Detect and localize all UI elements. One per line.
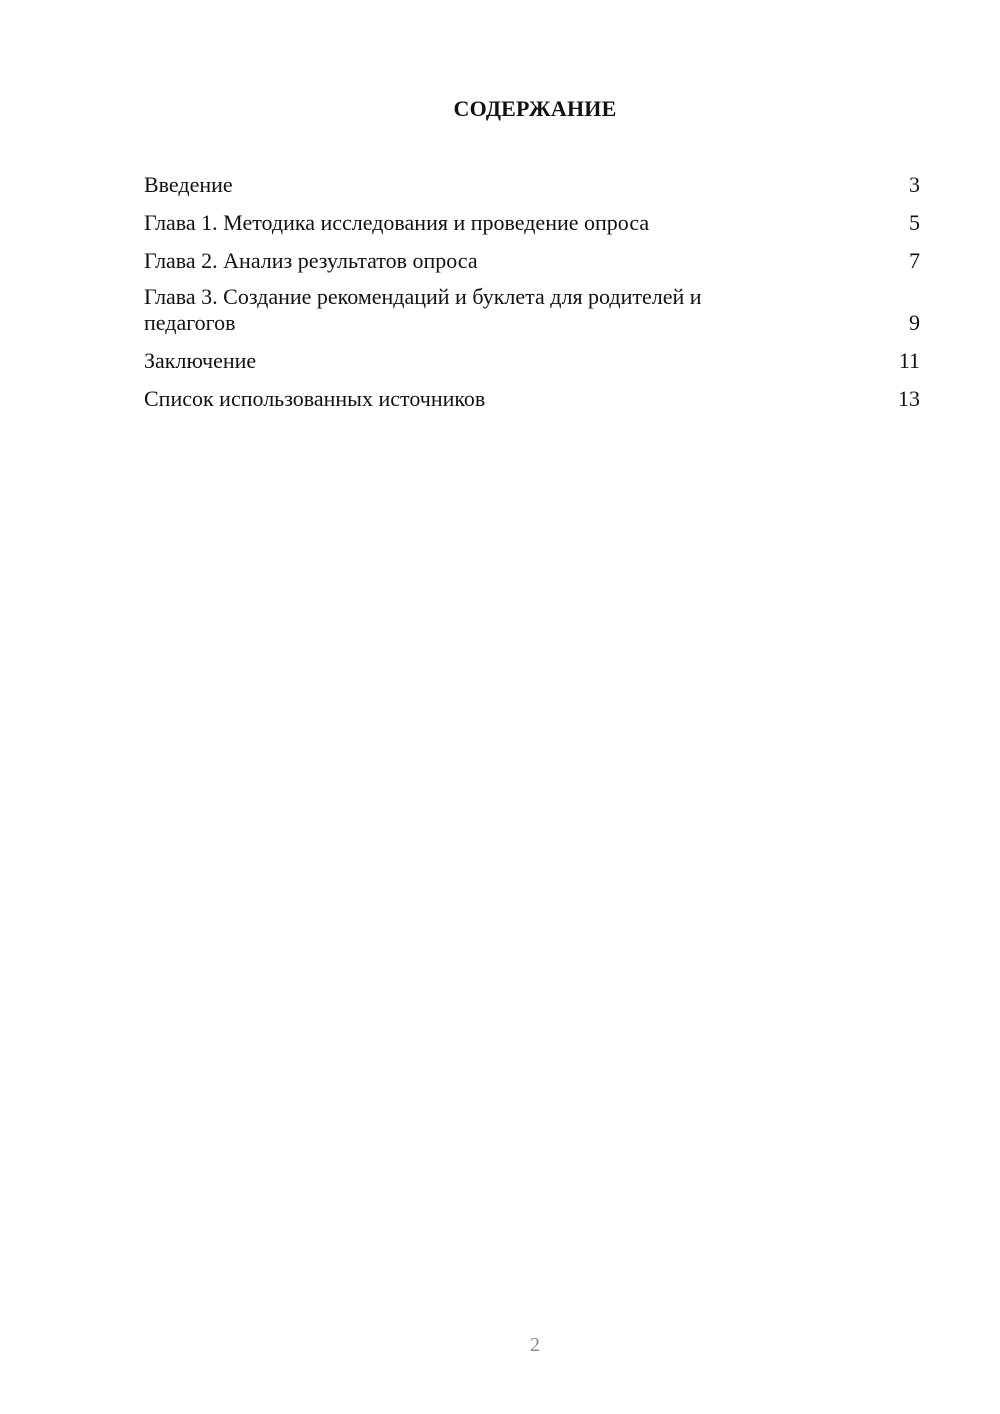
toc-entry-label: Глава 2. Анализ результатов опроса [144, 248, 478, 273]
toc-entry-label: Список использованных источников [144, 386, 486, 411]
toc-entry-introduction[interactable] [144, 172, 920, 198]
toc-entry-chapter-2[interactable] [144, 248, 920, 274]
page-number: 2 [530, 1334, 540, 1356]
toc-entry-label: Заключение [144, 348, 257, 373]
toc-entry-label: Введение [144, 172, 233, 197]
toc-entry-label: Глава 1. Методика исследования и проведение опроса [144, 210, 650, 235]
toc-entry-references[interactable] [144, 386, 920, 412]
toc-entry-page: 7 [909, 248, 920, 273]
toc-entry-page: 5 [909, 210, 920, 235]
table-of-contents [144, 172, 920, 412]
toc-entry-page: 9 [909, 310, 920, 335]
toc-entry-page: 11 [898, 348, 920, 373]
toc-title: СОДЕРЖАНИЕ [453, 96, 617, 121]
toc-entry-page: 13 [898, 386, 920, 411]
toc-entry-conclusion[interactable] [144, 348, 920, 374]
toc-entry-label: Глава 3. Создание рекомендаций и буклета для родителей и педагогов [144, 284, 702, 335]
toc-entry-page: 3 [909, 172, 920, 197]
toc-entry-chapter-1[interactable] [144, 210, 920, 236]
toc-entry-chapter-3[interactable] [144, 284, 920, 336]
